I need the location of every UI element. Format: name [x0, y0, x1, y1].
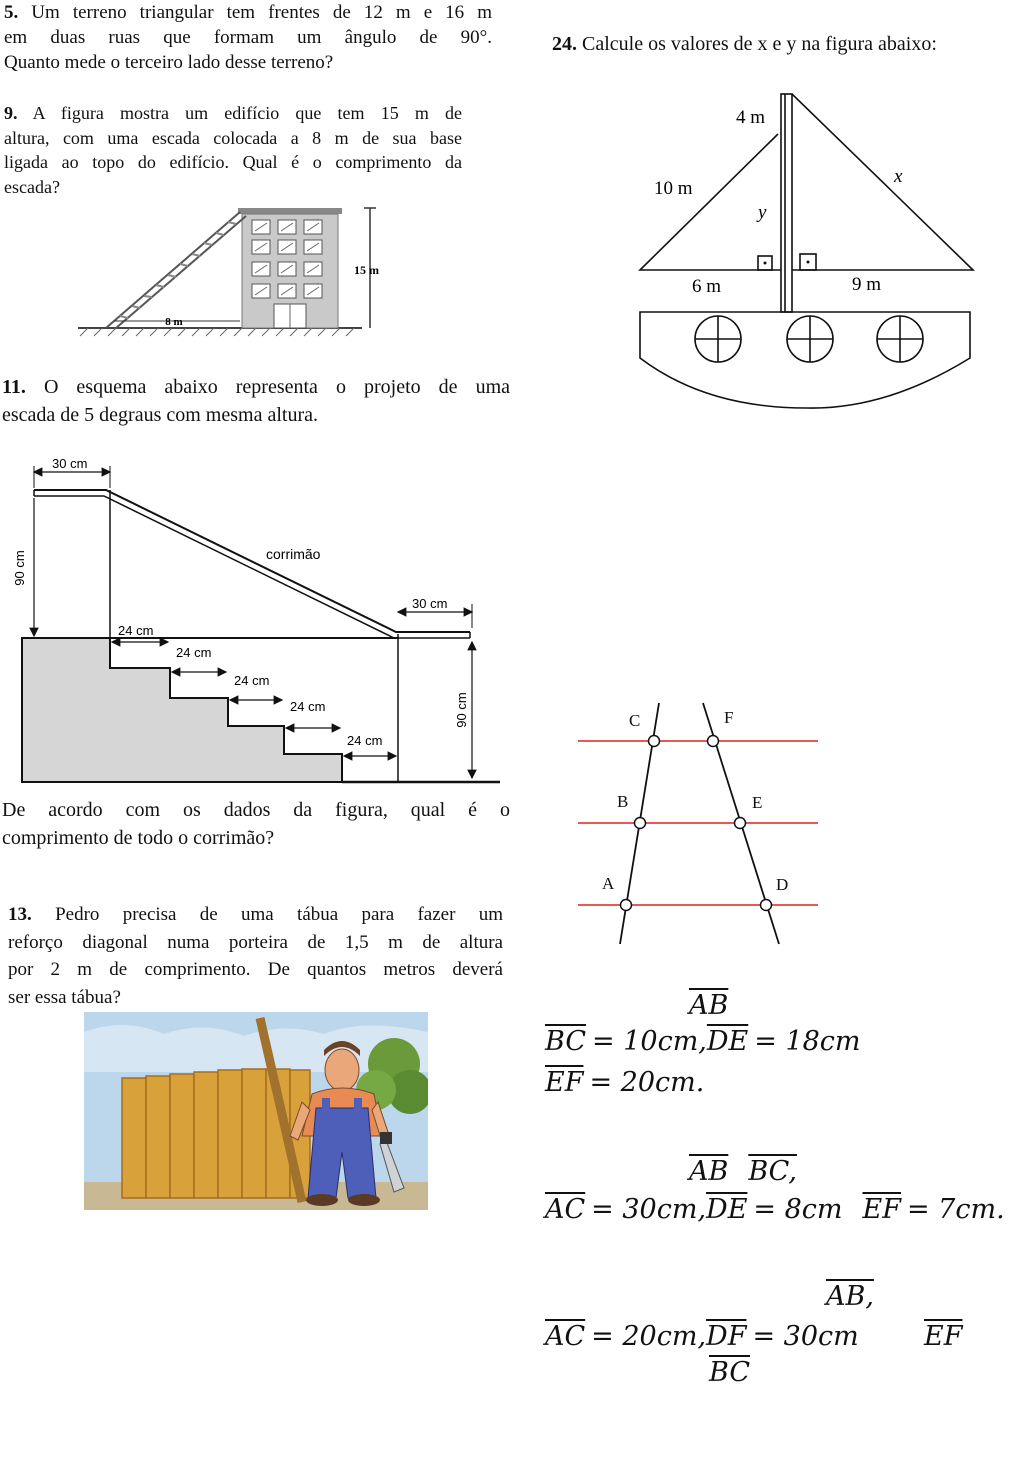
step-label: 24 cm [176, 645, 212, 660]
question-24 [552, 32, 1022, 57]
point-label-a: A [602, 874, 615, 893]
label-6m: 6 m [692, 276, 722, 297]
staircase-figure [0, 452, 505, 792]
eq2-line1 [545, 1194, 1005, 1225]
eq1-top [689, 990, 728, 1021]
q11-right-width-label: 30 cm [412, 596, 448, 611]
segment-ac: $\overline{AC}$ [545, 1321, 586, 1352]
question-11-after [2, 796, 510, 852]
q13-line2: reforço diagonal numa porteira de 1,5 m de altura [8, 931, 503, 953]
segment-ac: $\overline{AC}$ [545, 1194, 586, 1225]
label-4m: 4 m [736, 107, 766, 128]
eq2-value2: = 8cm [753, 1194, 843, 1225]
eq3-bottom [709, 1357, 750, 1388]
eq3-ef [924, 1321, 962, 1352]
point-label-c: C [629, 711, 641, 730]
eq3-value2: = 30cm [752, 1321, 859, 1352]
label-10m: 10 m [654, 178, 693, 199]
label-y: y [758, 202, 767, 223]
q13-number: 13. [8, 904, 32, 925]
segment-df: $\overline{DF}$ [706, 1321, 747, 1352]
q9-line3: ligada ao topo do edifício. Qual é o comprimento da [4, 152, 462, 172]
q11-after2: comprimento de todo o corrimão? [2, 827, 275, 849]
step-label: 24 cm [290, 699, 326, 714]
eq3-value1: = 20cm, [591, 1321, 707, 1352]
carpenter-illustration [84, 1012, 428, 1210]
q13-line4: ser essa tábua? [8, 986, 121, 1008]
q9-height-label: 15 m [354, 263, 379, 277]
q5-line1: Um terreno triangular tem frentes de 12 m e 16 m [31, 2, 493, 23]
building-ladder-figure [70, 200, 400, 340]
q9-number: 9. [4, 103, 18, 123]
eq1-value1: = 10cm, [592, 1026, 707, 1057]
q11-left-height-label: 90 cm [12, 550, 27, 586]
q11-line2: escada de 5 degraus com mesma altura. [2, 404, 318, 426]
label-9m: 9 m [852, 274, 882, 295]
point-label-f: F [724, 708, 734, 727]
eq2-value3: = 7cm. [906, 1194, 1005, 1225]
segment-bc: $\overline{BC}$ [709, 1357, 751, 1388]
q11-top-width-label: 30 cm [52, 456, 88, 471]
q24-text: Calcule os valores de x e y na figura abaixo: [582, 33, 937, 55]
segment-ef: $\overline{EF}$ [862, 1194, 901, 1225]
q5-line2: em duas ruas que formam um ângulo de 90°. [4, 27, 492, 48]
thales-parallel-lines-figure [570, 698, 830, 948]
question-11 [2, 373, 510, 429]
question-13 [8, 901, 503, 1011]
segment-ef: $\overline{EF}$ [545, 1067, 584, 1098]
eq1-value3: = 20cm. [589, 1067, 705, 1098]
eq3-line1 [545, 1321, 859, 1352]
q11-right-height-label: 90 cm [454, 692, 469, 728]
segment-bc: $\overline{BC}$ [545, 1026, 587, 1057]
eq1-line2 [545, 1067, 704, 1098]
q11-line1: O esquema abaixo representa o projeto de uma [43, 376, 510, 398]
point-label-b: B [617, 792, 629, 811]
point-label-e: E [752, 793, 763, 812]
eq2-value1: = 30cm, [591, 1194, 707, 1225]
segment-ab: $\overline{AB}$ [689, 1156, 729, 1187]
segment-ef: $\overline{EF}$ [924, 1321, 963, 1352]
step-label: 24 cm [234, 673, 270, 688]
question-5 [4, 0, 492, 75]
sailboat-figure [636, 86, 981, 410]
q13-line1: Pedro precisa de uma tábua para fazer um [55, 904, 504, 925]
q5-number: 5. [4, 2, 19, 23]
segment-ab: $\overline{AB}$ [689, 990, 729, 1021]
q9-line4: escada? [4, 176, 60, 197]
question-9 [4, 101, 462, 199]
step-label: 24 cm [347, 733, 383, 748]
q24-number: 24. [552, 33, 577, 55]
q9-base-label: 8 m [165, 316, 183, 328]
q11-after1: De acordo com os dados da figura, qual é o [2, 799, 510, 821]
eq1-line1 [545, 1026, 861, 1057]
segment-bc: BC, [748, 1156, 797, 1187]
step-label: 24 cm [118, 623, 154, 638]
segment-ab: AB, [826, 1281, 874, 1312]
q11-handrail-label: corrimão [266, 546, 321, 562]
q13-line3: por 2 m de comprimento. De quantos metros deverá [8, 959, 503, 980]
eq1-value2: = 18cm [754, 1026, 861, 1057]
segment-de: $\overline{DE}$ [706, 1026, 749, 1057]
q11-number: 11. [2, 376, 26, 398]
eq3-top [826, 1281, 874, 1312]
q9-line2: altura, com uma escada colocada a 8 m de sua base [4, 127, 462, 148]
eq2-top [689, 1156, 797, 1187]
q9-line1: A figura mostra um edifício que tem 15 m de [32, 103, 462, 123]
label-x: x [894, 166, 903, 187]
segment-de: $\overline{DE}$ [706, 1194, 748, 1225]
q5-line3: Quanto mede o terceiro lado desse terreno? [4, 52, 334, 73]
point-label-d: D [776, 875, 789, 894]
